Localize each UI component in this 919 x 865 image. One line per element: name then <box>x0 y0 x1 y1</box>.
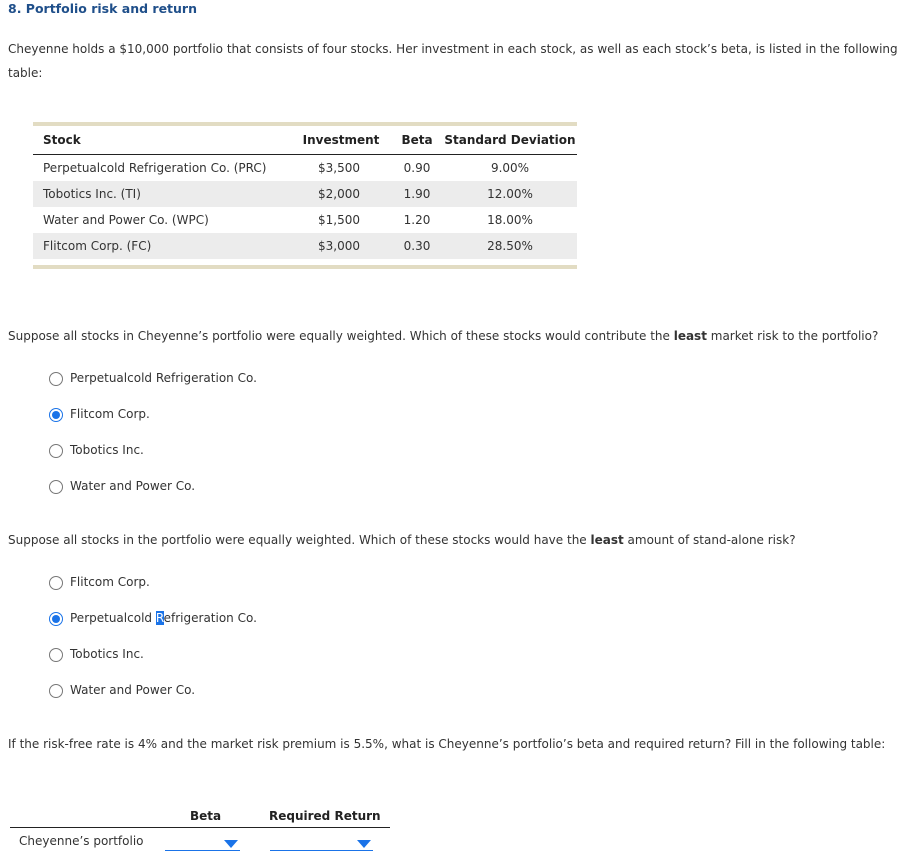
radio-unchecked-icon[interactable] <box>49 480 63 494</box>
q1-option-wpc[interactable] <box>49 477 269 497</box>
stock-investment: $2,000 <box>291 181 391 207</box>
stock-name: Flitcom Corp. (FC) <box>33 233 291 259</box>
stock-beta: 1.20 <box>403 213 431 227</box>
stock-beta: 1.90 <box>391 181 443 207</box>
emphasis-least: least <box>673 329 707 343</box>
stock-std-dev: 12.00% <box>443 181 577 207</box>
stock-name: Perpetualcold Refrigeration Co. (PRC) <box>43 161 267 175</box>
header-investment: Investment <box>291 126 391 155</box>
table-bottom-bar <box>33 265 577 269</box>
question-title: 8. Portfolio risk and return <box>8 1 197 16</box>
radio-unchecked-icon[interactable] <box>49 684 63 698</box>
option-label: Tobotics Inc. <box>70 443 144 457</box>
text-selection-highlight: R <box>155 611 164 625</box>
header-beta: Beta <box>391 126 443 155</box>
option-label: Water and Power Co. <box>70 683 196 697</box>
chevron-down-icon[interactable] <box>224 840 238 848</box>
stock-investment: $3,000 <box>291 233 391 259</box>
option-label: Perpetualcold Refrigeration Co. <box>70 611 257 625</box>
option-label: Water and Power Co. <box>70 479 196 493</box>
option-label: Perpetualcold Refrigeration Co. <box>70 371 257 385</box>
q2-option-prc[interactable] <box>49 609 269 629</box>
q2-option-ti[interactable] <box>49 645 269 665</box>
q2-option-fc[interactable] <box>49 573 269 593</box>
question-2-text: Suppose all stocks in the portfolio were equally weighted. Which of these stocks would have the least amount of stand-alone risk? <box>8 533 796 547</box>
radio-unchecked-icon[interactable] <box>49 648 63 662</box>
stock-name: Water and Power Co. (WPC) <box>43 213 209 227</box>
q1-option-prc[interactable] <box>49 369 269 389</box>
stock-beta: 0.30 <box>391 233 443 259</box>
question-3-text: If the risk-free rate is 4% and the market risk premium is 5.5%, what is Cheyenne’s portfolio’s beta and required return? Fill in the following table: <box>8 737 886 751</box>
row-label: Cheyenne’s portfolio <box>19 834 144 848</box>
radio-unchecked-icon[interactable] <box>49 576 63 590</box>
table-row <box>33 155 577 182</box>
table-row <box>33 233 577 259</box>
beta-dropdown[interactable] <box>165 836 240 851</box>
stock-name: Tobotics Inc. (TI) <box>33 181 291 207</box>
stock-std-dev: 9.00% <box>490 161 530 175</box>
table-row <box>33 181 577 207</box>
table-divider <box>10 827 390 828</box>
chevron-down-icon[interactable] <box>357 840 371 848</box>
radio-unchecked-icon[interactable] <box>49 372 63 386</box>
header-required-return: Required Return <box>269 809 381 823</box>
stock-investment: $1,500 <box>318 213 360 227</box>
stock-investment: $3,500 <box>318 161 360 175</box>
radio-checked-icon[interactable] <box>49 612 63 626</box>
radio-unchecked-icon[interactable] <box>49 444 63 458</box>
option-label: Flitcom Corp. <box>70 407 150 421</box>
q1-option-fc[interactable] <box>49 405 269 425</box>
stock-table <box>33 122 577 269</box>
header-beta: Beta <box>190 809 222 823</box>
radio-checked-icon[interactable] <box>49 408 63 422</box>
option-label: Tobotics Inc. <box>70 647 144 661</box>
table-row <box>33 207 577 233</box>
question-1-text: Suppose all stocks in Cheyenne’s portfolio were equally weighted. Which of these stocks would contribute the least market risk to the portfolio? <box>8 329 879 343</box>
stock-std-dev: 18.00% <box>487 213 533 227</box>
required-return-dropdown[interactable] <box>270 836 373 851</box>
q2-option-wpc[interactable] <box>49 681 269 701</box>
stock-beta: 0.90 <box>403 161 431 175</box>
emphasis-least: least <box>590 533 624 547</box>
q1-option-ti[interactable] <box>49 441 269 461</box>
intro-paragraph: Cheyenne holds a $10,000 portfolio that consists of four stocks. Her investment in each stock, as well as each stock’s beta, is listed in the following table: <box>8 42 898 80</box>
option-label: Flitcom Corp. <box>70 575 150 589</box>
header-stock: Stock <box>33 126 291 155</box>
header-std-dev: Standard Deviation <box>443 126 577 155</box>
stock-std-dev: 28.50% <box>443 233 577 259</box>
